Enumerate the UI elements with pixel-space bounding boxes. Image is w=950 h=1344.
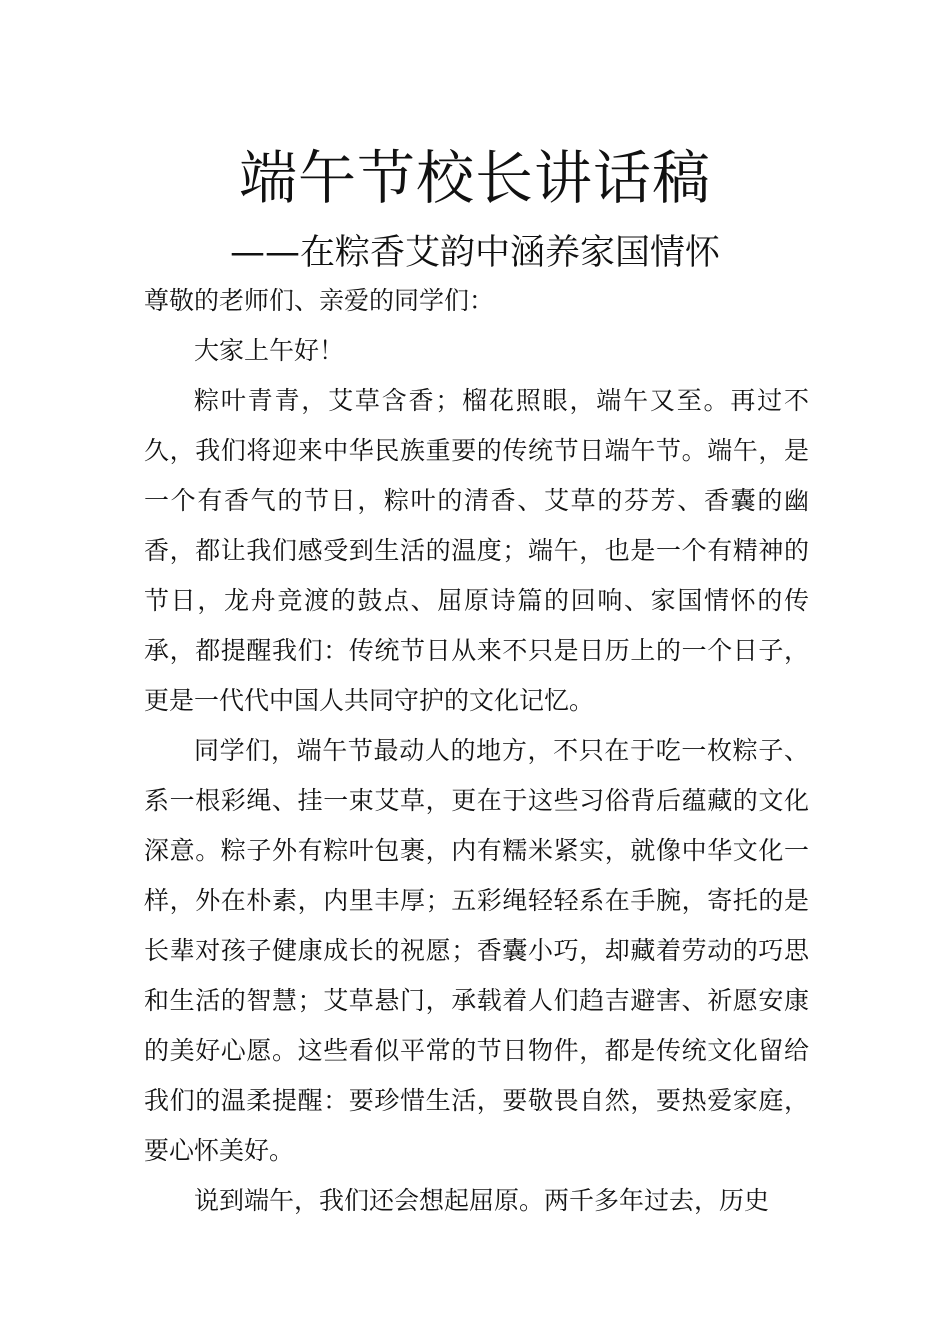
paragraph-1: 粽叶青青，艾草含香；榴花照眼，端午又至。再过不久，我们将迎来中华民族重要的传统节日端午节。端午，是一个有香气的节日，粽叶的清香、艾草的芬芳、香囊的幽香，都让我们感受到生活的温度；端午，也是一个有精神的节日，龙舟竞渡的鼓点、屈原诗篇的回响、家国情怀的传承，都提醒我们：传统节日从来不只是日历上的一个日子，更是一代代中国人共同守护的文化记忆。 bbox=[144, 386, 809, 715]
paragraph-2: 同学们，端午节最动人的地方，不只在于吃一枚粽子、系一根彩绳、挂一束艾草，更在于这些习俗背后蕴藏的文化深意。粽子外有粽叶包裹，内有糯米紧实，就像中华文化一样，外在朴素，内里丰厚；五彩绳轻轻系在手腕，寄托的是长辈对孩子健康成长的祝愿；香囊小巧，却藏着劳动的巧思和生活的智慧；艾草悬门，承载着人们趋吉避害、祈愿安康的美好心愿。这些看似平常的节日物件，都是传统文化留给我们的温柔提醒：要珍惜生活，要敬畏自然，要热爱家庭，要心怀美好。 bbox=[144, 736, 809, 1165]
salutation: 尊敬的老师们、亲爱的同学们： bbox=[144, 286, 495, 315]
greeting: 大家上午好！ bbox=[194, 336, 345, 365]
document-body bbox=[144, 276, 809, 1226]
document-title: 端午节校长讲话稿 bbox=[238, 144, 711, 212]
paragraph-3: 说到端午，我们还会想起屈原。两千多年过去，历史 bbox=[194, 1186, 770, 1215]
document-subtitle: ——在粽香艾韵中涵养家国情怀 bbox=[229, 233, 720, 273]
